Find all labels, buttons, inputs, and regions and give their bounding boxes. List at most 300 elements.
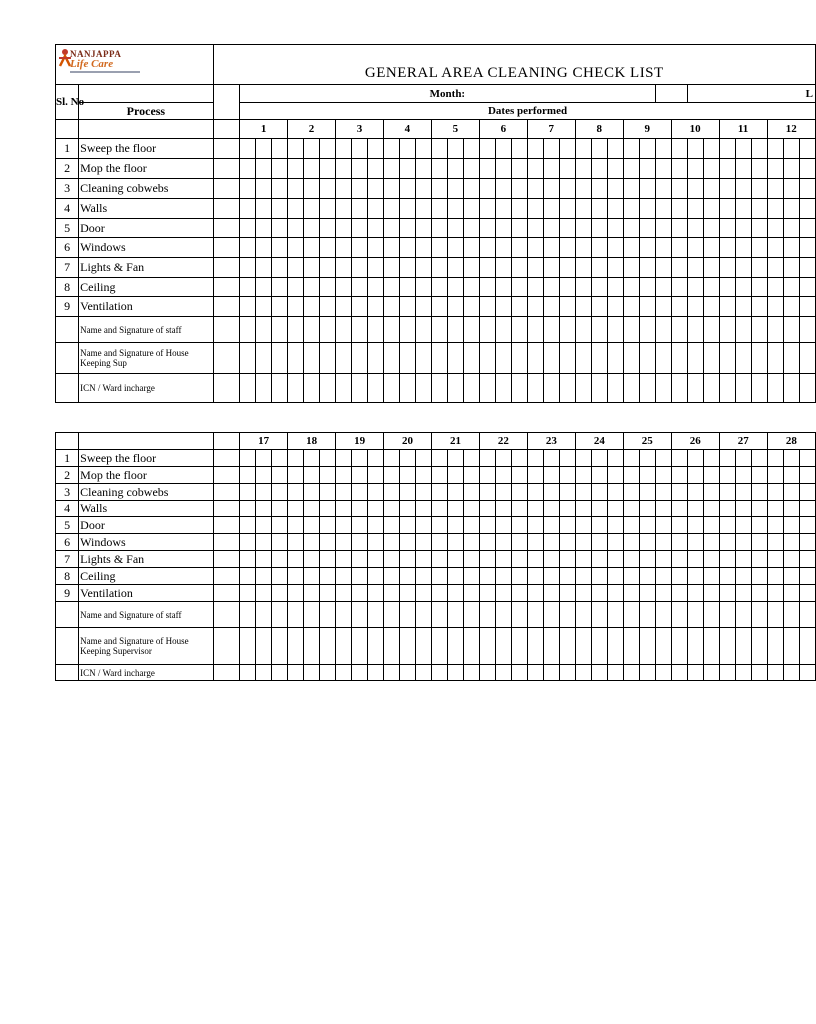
check-cell[interactable] <box>384 534 400 551</box>
check-cell[interactable] <box>799 602 815 628</box>
check-cell[interactable] <box>400 628 416 665</box>
check-cell[interactable] <box>655 374 671 403</box>
check-cell[interactable] <box>751 278 767 297</box>
check-cell[interactable] <box>256 585 272 602</box>
check-cell[interactable] <box>320 297 336 317</box>
check-cell[interactable] <box>783 467 799 484</box>
check-cell[interactable] <box>591 258 607 278</box>
check-cell[interactable] <box>639 219 655 238</box>
check-cell[interactable] <box>336 219 352 238</box>
check-cell[interactable] <box>367 159 383 179</box>
check-cell[interactable] <box>543 467 559 484</box>
check-cell[interactable] <box>527 343 543 374</box>
check-cell[interactable] <box>368 551 384 568</box>
check-cell[interactable] <box>607 534 623 551</box>
check-cell[interactable] <box>416 602 432 628</box>
check-cell[interactable] <box>703 501 719 517</box>
check-cell[interactable] <box>591 374 607 403</box>
check-cell[interactable] <box>256 199 272 219</box>
check-cell[interactable] <box>432 602 448 628</box>
check-cell[interactable] <box>495 179 511 199</box>
check-cell[interactable] <box>751 219 767 238</box>
check-cell[interactable] <box>400 665 416 681</box>
check-cell[interactable] <box>447 278 463 297</box>
check-cell[interactable] <box>463 343 479 374</box>
check-cell[interactable] <box>511 484 527 501</box>
check-cell[interactable] <box>336 450 352 467</box>
check-cell[interactable] <box>368 585 384 602</box>
check-cell[interactable] <box>575 139 591 159</box>
check-cell[interactable] <box>591 159 607 179</box>
check-cell[interactable] <box>719 534 735 551</box>
check-cell[interactable] <box>735 278 751 297</box>
check-cell[interactable] <box>527 317 543 343</box>
check-cell[interactable] <box>463 568 479 585</box>
check-cell[interactable] <box>559 450 575 467</box>
check-cell[interactable] <box>671 199 687 219</box>
check-cell[interactable] <box>687 258 703 278</box>
check-cell[interactable] <box>719 159 735 179</box>
check-cell[interactable] <box>495 139 511 159</box>
check-cell[interactable] <box>447 179 463 199</box>
check-cell[interactable] <box>655 551 671 568</box>
check-cell[interactable] <box>495 534 511 551</box>
check-cell[interactable] <box>767 585 783 602</box>
check-cell[interactable] <box>751 517 767 534</box>
check-cell[interactable] <box>671 317 687 343</box>
check-cell[interactable] <box>272 517 288 534</box>
check-cell[interactable] <box>304 219 320 238</box>
check-cell[interactable] <box>639 297 655 317</box>
check-cell[interactable] <box>783 159 799 179</box>
check-cell[interactable] <box>703 484 719 501</box>
check-cell[interactable] <box>383 159 399 179</box>
check-cell[interactable] <box>671 628 687 665</box>
check-cell[interactable] <box>304 568 320 585</box>
check-cell[interactable] <box>591 665 607 681</box>
check-cell[interactable] <box>304 179 320 199</box>
check-cell[interactable] <box>320 534 336 551</box>
check-cell[interactable] <box>655 602 671 628</box>
check-cell[interactable] <box>703 374 719 403</box>
check-cell[interactable] <box>304 317 320 343</box>
check-cell[interactable] <box>479 343 495 374</box>
check-cell[interactable] <box>288 159 304 179</box>
check-cell[interactable] <box>799 219 815 238</box>
check-cell[interactable] <box>320 258 336 278</box>
check-cell[interactable] <box>320 602 336 628</box>
check-cell[interactable] <box>591 467 607 484</box>
check-cell[interactable] <box>495 278 511 297</box>
check-cell[interactable] <box>288 665 304 681</box>
check-cell[interactable] <box>511 602 527 628</box>
check-cell[interactable] <box>256 551 272 568</box>
check-cell[interactable] <box>240 374 256 403</box>
check-cell[interactable] <box>559 374 575 403</box>
check-cell[interactable] <box>623 219 639 238</box>
check-cell[interactable] <box>367 297 383 317</box>
check-cell[interactable] <box>559 665 575 681</box>
check-cell[interactable] <box>559 139 575 159</box>
check-cell[interactable] <box>383 278 399 297</box>
check-cell[interactable] <box>351 159 367 179</box>
check-cell[interactable] <box>463 297 479 317</box>
check-cell[interactable] <box>527 297 543 317</box>
check-cell[interactable] <box>320 450 336 467</box>
check-cell[interactable] <box>240 551 256 568</box>
check-cell[interactable] <box>607 602 623 628</box>
check-cell[interactable] <box>400 602 416 628</box>
check-cell[interactable] <box>751 665 767 681</box>
check-cell[interactable] <box>256 219 272 238</box>
check-cell[interactable] <box>384 467 400 484</box>
check-cell[interactable] <box>416 517 432 534</box>
check-cell[interactable] <box>783 501 799 517</box>
check-cell[interactable] <box>352 501 368 517</box>
check-cell[interactable] <box>527 139 543 159</box>
check-cell[interactable] <box>639 374 655 403</box>
check-cell[interactable] <box>511 568 527 585</box>
check-cell[interactable] <box>623 602 639 628</box>
check-cell[interactable] <box>655 258 671 278</box>
check-cell[interactable] <box>703 238 719 258</box>
check-cell[interactable] <box>687 551 703 568</box>
check-cell[interactable] <box>336 139 352 159</box>
check-cell[interactable] <box>368 602 384 628</box>
check-cell[interactable] <box>767 551 783 568</box>
check-cell[interactable] <box>527 467 543 484</box>
check-cell[interactable] <box>639 278 655 297</box>
check-cell[interactable] <box>527 159 543 179</box>
check-cell[interactable] <box>671 343 687 374</box>
check-cell[interactable] <box>304 343 320 374</box>
check-cell[interactable] <box>783 450 799 467</box>
check-cell[interactable] <box>272 484 288 501</box>
check-cell[interactable] <box>671 602 687 628</box>
check-cell[interactable] <box>256 258 272 278</box>
check-cell[interactable] <box>559 534 575 551</box>
check-cell[interactable] <box>272 238 288 258</box>
check-cell[interactable] <box>336 343 352 374</box>
check-cell[interactable] <box>735 139 751 159</box>
check-cell[interactable] <box>719 450 735 467</box>
check-cell[interactable] <box>655 139 671 159</box>
check-cell[interactable] <box>351 343 367 374</box>
check-cell[interactable] <box>463 159 479 179</box>
check-cell[interactable] <box>384 585 400 602</box>
check-cell[interactable] <box>272 139 288 159</box>
check-cell[interactable] <box>559 278 575 297</box>
check-cell[interactable] <box>479 568 495 585</box>
check-cell[interactable] <box>559 628 575 665</box>
check-cell[interactable] <box>703 602 719 628</box>
check-cell[interactable] <box>767 278 783 297</box>
check-cell[interactable] <box>320 568 336 585</box>
check-cell[interactable] <box>783 568 799 585</box>
check-cell[interactable] <box>767 484 783 501</box>
check-cell[interactable] <box>671 159 687 179</box>
check-cell[interactable] <box>591 179 607 199</box>
check-cell[interactable] <box>288 139 304 159</box>
check-cell[interactable] <box>575 551 591 568</box>
check-cell[interactable] <box>607 238 623 258</box>
check-cell[interactable] <box>351 258 367 278</box>
check-cell[interactable] <box>735 551 751 568</box>
check-cell[interactable] <box>240 159 256 179</box>
check-cell[interactable] <box>527 534 543 551</box>
check-cell[interactable] <box>767 501 783 517</box>
check-cell[interactable] <box>575 665 591 681</box>
check-cell[interactable] <box>256 501 272 517</box>
check-cell[interactable] <box>352 517 368 534</box>
check-cell[interactable] <box>447 602 463 628</box>
check-cell[interactable] <box>607 278 623 297</box>
check-cell[interactable] <box>511 374 527 403</box>
check-cell[interactable] <box>383 199 399 219</box>
check-cell[interactable] <box>543 568 559 585</box>
check-cell[interactable] <box>336 374 352 403</box>
check-cell[interactable] <box>288 501 304 517</box>
check-cell[interactable] <box>479 602 495 628</box>
check-cell[interactable] <box>288 450 304 467</box>
check-cell[interactable] <box>399 297 415 317</box>
check-cell[interactable] <box>783 585 799 602</box>
check-cell[interactable] <box>655 199 671 219</box>
check-cell[interactable] <box>735 258 751 278</box>
check-cell[interactable] <box>367 139 383 159</box>
check-cell[interactable] <box>527 199 543 219</box>
check-cell[interactable] <box>495 450 511 467</box>
check-cell[interactable] <box>783 374 799 403</box>
check-cell[interactable] <box>416 585 432 602</box>
check-cell[interactable] <box>336 258 352 278</box>
check-cell[interactable] <box>671 551 687 568</box>
check-cell[interactable] <box>719 317 735 343</box>
check-cell[interactable] <box>607 219 623 238</box>
check-cell[interactable] <box>304 258 320 278</box>
check-cell[interactable] <box>447 450 463 467</box>
check-cell[interactable] <box>511 501 527 517</box>
check-cell[interactable] <box>735 450 751 467</box>
check-cell[interactable] <box>399 199 415 219</box>
check-cell[interactable] <box>639 467 655 484</box>
check-cell[interactable] <box>575 534 591 551</box>
check-cell[interactable] <box>623 450 639 467</box>
check-cell[interactable] <box>463 602 479 628</box>
check-cell[interactable] <box>735 534 751 551</box>
check-cell[interactable] <box>527 484 543 501</box>
check-cell[interactable] <box>495 568 511 585</box>
check-cell[interactable] <box>495 297 511 317</box>
check-cell[interactable] <box>591 219 607 238</box>
check-cell[interactable] <box>655 219 671 238</box>
check-cell[interactable] <box>607 517 623 534</box>
check-cell[interactable] <box>703 219 719 238</box>
check-cell[interactable] <box>591 139 607 159</box>
check-cell[interactable] <box>416 568 432 585</box>
check-cell[interactable] <box>751 343 767 374</box>
check-cell[interactable] <box>799 467 815 484</box>
check-cell[interactable] <box>447 238 463 258</box>
check-cell[interactable] <box>719 258 735 278</box>
check-cell[interactable] <box>575 343 591 374</box>
check-cell[interactable] <box>256 568 272 585</box>
check-cell[interactable] <box>639 179 655 199</box>
check-cell[interactable] <box>671 139 687 159</box>
check-cell[interactable] <box>272 258 288 278</box>
check-cell[interactable] <box>751 534 767 551</box>
check-cell[interactable] <box>416 501 432 517</box>
check-cell[interactable] <box>607 317 623 343</box>
check-cell[interactable] <box>432 501 448 517</box>
check-cell[interactable] <box>352 484 368 501</box>
check-cell[interactable] <box>447 343 463 374</box>
check-cell[interactable] <box>687 517 703 534</box>
check-cell[interactable] <box>447 139 463 159</box>
check-cell[interactable] <box>511 628 527 665</box>
check-cell[interactable] <box>751 602 767 628</box>
check-cell[interactable] <box>783 219 799 238</box>
check-cell[interactable] <box>655 297 671 317</box>
check-cell[interactable] <box>240 665 256 681</box>
check-cell[interactable] <box>559 238 575 258</box>
check-cell[interactable] <box>623 374 639 403</box>
check-cell[interactable] <box>687 219 703 238</box>
check-cell[interactable] <box>687 238 703 258</box>
check-cell[interactable] <box>399 139 415 159</box>
check-cell[interactable] <box>511 450 527 467</box>
check-cell[interactable] <box>575 568 591 585</box>
check-cell[interactable] <box>288 534 304 551</box>
check-cell[interactable] <box>591 585 607 602</box>
check-cell[interactable] <box>767 297 783 317</box>
check-cell[interactable] <box>400 568 416 585</box>
check-cell[interactable] <box>687 665 703 681</box>
check-cell[interactable] <box>735 179 751 199</box>
check-cell[interactable] <box>240 199 256 219</box>
check-cell[interactable] <box>559 343 575 374</box>
check-cell[interactable] <box>607 139 623 159</box>
check-cell[interactable] <box>671 238 687 258</box>
check-cell[interactable] <box>368 568 384 585</box>
check-cell[interactable] <box>687 199 703 219</box>
check-cell[interactable] <box>384 484 400 501</box>
check-cell[interactable] <box>655 450 671 467</box>
check-cell[interactable] <box>607 551 623 568</box>
check-cell[interactable] <box>687 467 703 484</box>
check-cell[interactable] <box>799 199 815 219</box>
check-cell[interactable] <box>767 450 783 467</box>
check-cell[interactable] <box>415 297 431 317</box>
check-cell[interactable] <box>687 297 703 317</box>
check-cell[interactable] <box>607 343 623 374</box>
check-cell[interactable] <box>463 317 479 343</box>
check-cell[interactable] <box>367 278 383 297</box>
check-cell[interactable] <box>719 602 735 628</box>
check-cell[interactable] <box>479 534 495 551</box>
check-cell[interactable] <box>416 467 432 484</box>
check-cell[interactable] <box>383 179 399 199</box>
check-cell[interactable] <box>432 467 448 484</box>
check-cell[interactable] <box>272 450 288 467</box>
check-cell[interactable] <box>591 484 607 501</box>
check-cell[interactable] <box>655 179 671 199</box>
check-cell[interactable] <box>607 179 623 199</box>
check-cell[interactable] <box>256 484 272 501</box>
check-cell[interactable] <box>623 238 639 258</box>
check-cell[interactable] <box>351 297 367 317</box>
check-cell[interactable] <box>575 484 591 501</box>
check-cell[interactable] <box>304 534 320 551</box>
check-cell[interactable] <box>447 467 463 484</box>
check-cell[interactable] <box>671 501 687 517</box>
check-cell[interactable] <box>575 297 591 317</box>
check-cell[interactable] <box>527 665 543 681</box>
check-cell[interactable] <box>719 665 735 681</box>
check-cell[interactable] <box>783 551 799 568</box>
check-cell[interactable] <box>511 238 527 258</box>
check-cell[interactable] <box>511 139 527 159</box>
check-cell[interactable] <box>400 551 416 568</box>
check-cell[interactable] <box>463 665 479 681</box>
check-cell[interactable] <box>671 517 687 534</box>
check-cell[interactable] <box>655 517 671 534</box>
check-cell[interactable] <box>447 568 463 585</box>
check-cell[interactable] <box>336 199 352 219</box>
check-cell[interactable] <box>479 501 495 517</box>
check-cell[interactable] <box>575 258 591 278</box>
check-cell[interactable] <box>607 484 623 501</box>
check-cell[interactable] <box>799 317 815 343</box>
check-cell[interactable] <box>432 534 448 551</box>
check-cell[interactable] <box>351 179 367 199</box>
check-cell[interactable] <box>559 219 575 238</box>
check-cell[interactable] <box>623 484 639 501</box>
check-cell[interactable] <box>399 374 415 403</box>
check-cell[interactable] <box>527 238 543 258</box>
check-cell[interactable] <box>687 484 703 501</box>
check-cell[interactable] <box>735 665 751 681</box>
check-cell[interactable] <box>432 568 448 585</box>
check-cell[interactable] <box>703 534 719 551</box>
check-cell[interactable] <box>575 450 591 467</box>
check-cell[interactable] <box>735 374 751 403</box>
check-cell[interactable] <box>256 602 272 628</box>
check-cell[interactable] <box>703 665 719 681</box>
check-cell[interactable] <box>767 179 783 199</box>
check-cell[interactable] <box>256 534 272 551</box>
check-cell[interactable] <box>527 517 543 534</box>
check-cell[interactable] <box>623 585 639 602</box>
check-cell[interactable] <box>783 628 799 665</box>
check-cell[interactable] <box>623 517 639 534</box>
check-cell[interactable] <box>543 278 559 297</box>
check-cell[interactable] <box>304 450 320 467</box>
check-cell[interactable] <box>751 238 767 258</box>
check-cell[interactable] <box>767 343 783 374</box>
check-cell[interactable] <box>351 278 367 297</box>
check-cell[interactable] <box>368 628 384 665</box>
check-cell[interactable] <box>575 159 591 179</box>
check-cell[interactable] <box>256 278 272 297</box>
check-cell[interactable] <box>240 219 256 238</box>
check-cell[interactable] <box>719 219 735 238</box>
check-cell[interactable] <box>320 219 336 238</box>
check-cell[interactable] <box>751 450 767 467</box>
check-cell[interactable] <box>543 484 559 501</box>
check-cell[interactable] <box>735 343 751 374</box>
check-cell[interactable] <box>799 501 815 517</box>
